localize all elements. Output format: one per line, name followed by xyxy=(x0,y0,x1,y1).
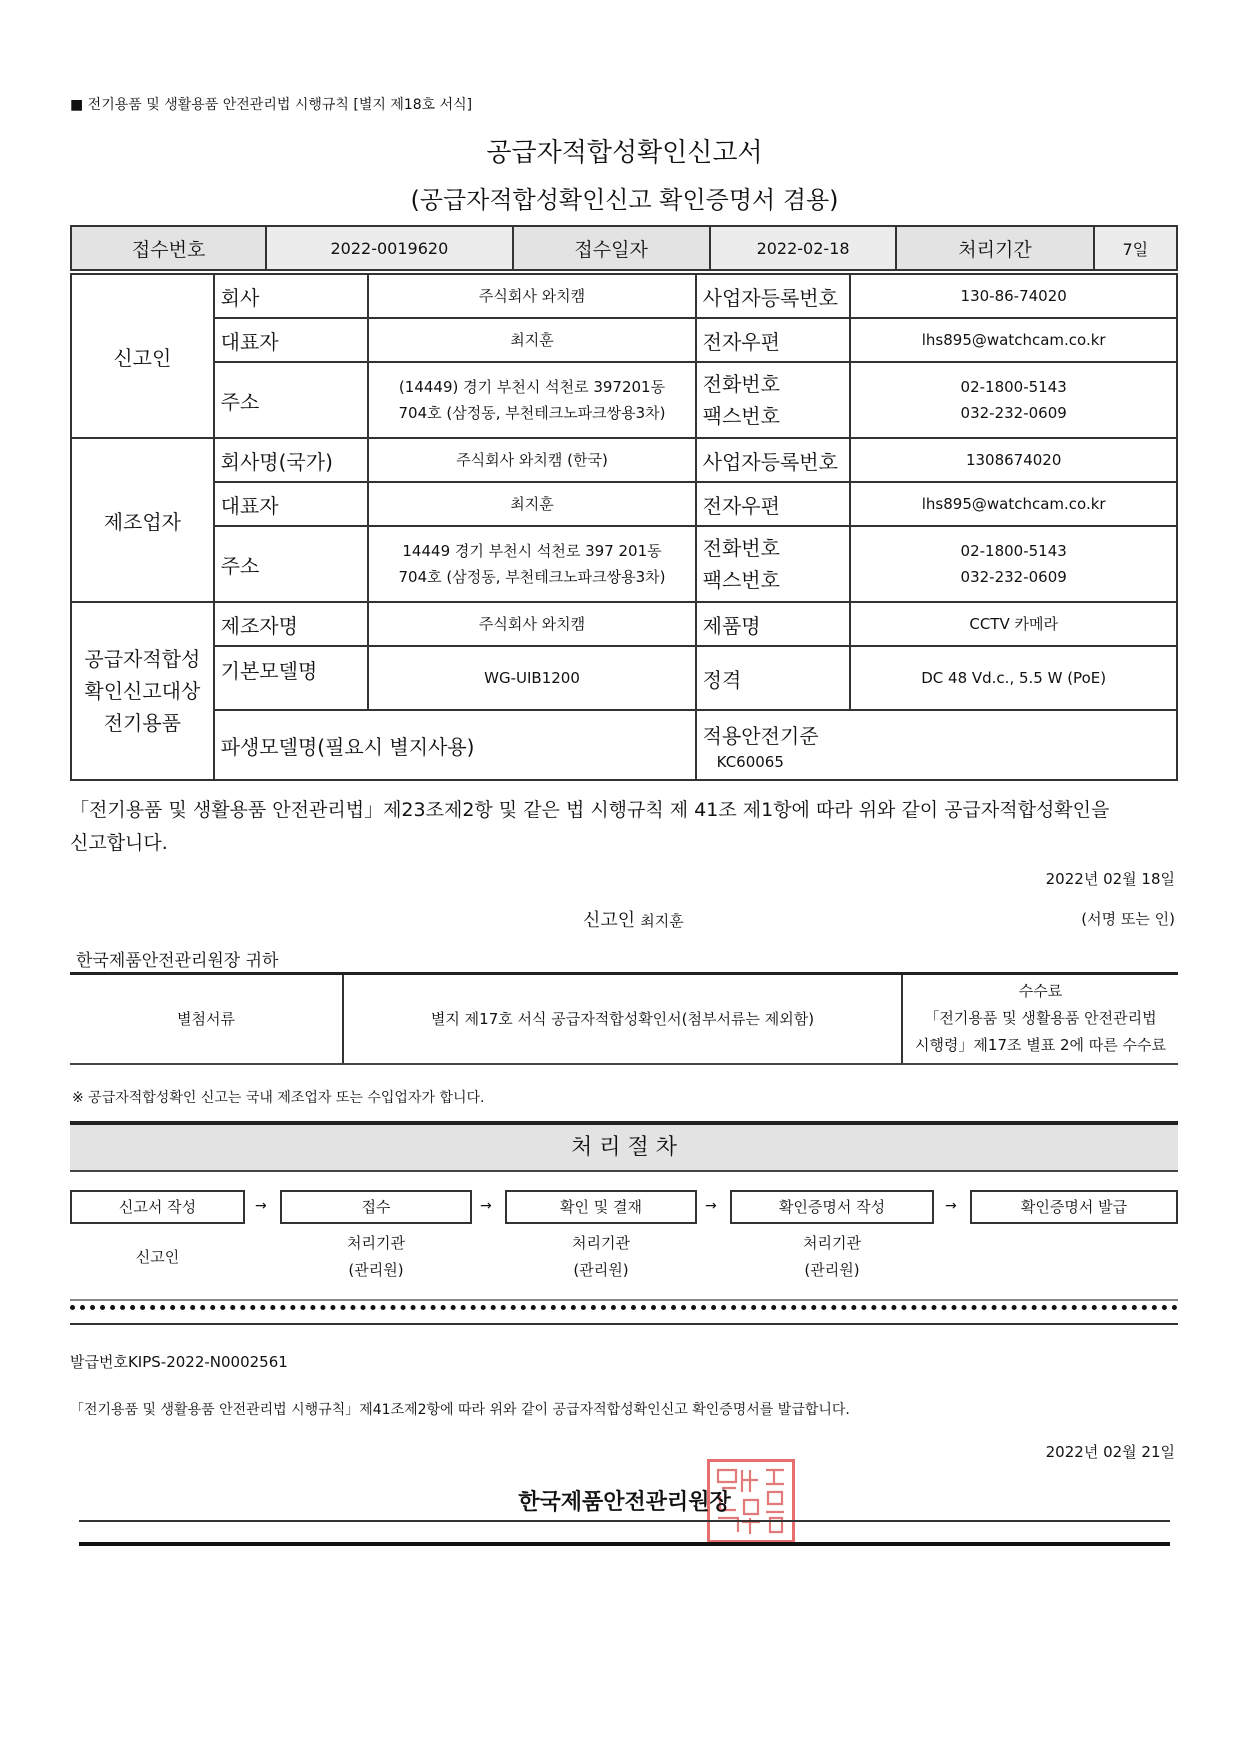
mfr-rep-label: 대표자 xyxy=(214,482,369,526)
actor-agency xyxy=(730,1230,934,1284)
receipt-no-value: 2022-0019620 xyxy=(266,226,512,270)
mfr-rep: 최지훈 xyxy=(368,482,695,526)
mfr-addr-line2: 704호 (삼정동, 부천테크노파크쌍용3차) xyxy=(398,568,666,586)
reporter-email-label: 전자우편 xyxy=(696,318,851,362)
step-receive: 접수 xyxy=(280,1190,472,1224)
arrow-icon: → xyxy=(255,1198,267,1214)
issue-statement: 「전기용품 및 생활용품 안전관리법 시행규칙」제41조제2항에 따라 위와 같이 공급자적합성확인신고 확인증명서를 발급합니다. xyxy=(70,1402,850,1418)
reporter-rep-label: 대표자 xyxy=(214,318,369,362)
mfr-address xyxy=(368,526,695,602)
maker-label: 제조자명 xyxy=(214,602,369,646)
actor-agency-sub: (관리원) xyxy=(573,1261,629,1279)
signer-label: 신고인 xyxy=(583,910,636,931)
receipt-no-label: 접수번호 xyxy=(71,226,266,270)
signer-line xyxy=(583,906,684,932)
reporter-addr-line1: (14449) 경기 부천시 석천로 397201동 xyxy=(398,378,666,396)
product-group-line3: 전기용품 xyxy=(103,711,181,735)
product-group-line2: 확인신고대상 xyxy=(84,679,201,703)
rating-label: 정격 xyxy=(696,646,851,710)
product-group-line1: 공급자적합성 xyxy=(84,647,201,671)
step-write: 신고서 작성 xyxy=(70,1190,245,1224)
divider xyxy=(70,1323,1178,1325)
divider xyxy=(79,1520,1170,1522)
actor-agency xyxy=(505,1230,697,1284)
reporter-address xyxy=(368,362,695,438)
page-title: 공급자적합성확인신고서 xyxy=(486,138,763,168)
fee-label: 수수료 xyxy=(1018,982,1063,1001)
mfr-tel: 02-1800-5143 xyxy=(960,542,1067,560)
model-value: WG-UIB1200 xyxy=(368,646,695,710)
arrow-icon: → xyxy=(945,1198,957,1214)
reporter-company: 주식회사 와치캠 xyxy=(368,274,695,318)
attach-label: 별첨서류 xyxy=(70,974,343,1064)
reporter-bizno-label: 사업자등록번호 xyxy=(696,274,851,318)
actor-agency xyxy=(280,1230,472,1284)
safety-standard-label: 적용안전기준 xyxy=(702,723,819,748)
actor-agency-sub: (관리원) xyxy=(348,1261,404,1279)
actor-agency-name: 처리기관 xyxy=(572,1234,630,1252)
statement-line2: 신고합니다. xyxy=(70,832,168,854)
receipt-date-value: 2022-02-18 xyxy=(710,226,897,270)
mfr-addr-label: 주소 xyxy=(214,526,369,602)
product-name: CCTV 카메라 xyxy=(850,602,1177,646)
divider xyxy=(79,1542,1170,1546)
actor-agency-sub: (관리원) xyxy=(804,1261,860,1279)
actor-agency-name: 처리기관 xyxy=(347,1234,405,1252)
reporter-fax-label: 팩스번호 xyxy=(702,404,780,428)
fee-line2: 시행령」제17조 별표 2에 따른 수수료 xyxy=(914,1036,1167,1055)
safety-standard-value: KC60065 xyxy=(716,752,784,771)
reporter-telfax-label xyxy=(696,362,851,438)
mfr-fax: 032-232-0609 xyxy=(960,568,1067,586)
dotted-divider xyxy=(70,1305,1178,1310)
addressee: 한국제품안전관리원장 귀하 xyxy=(76,951,279,971)
main-table xyxy=(70,273,1178,781)
attach-content: 별지 제17호 서식 공급자적합성확인서(첨부서류는 제외함) xyxy=(343,974,902,1064)
fee-cell xyxy=(902,974,1178,1064)
mfr-tel-label: 전화번호 xyxy=(702,536,780,560)
actor-agency-name: 처리기관 xyxy=(803,1234,861,1252)
attachment-table xyxy=(70,972,1178,1065)
safety-standard-cell xyxy=(696,710,1177,780)
notice: ※ 공급자적합성확인 신고는 국내 제조업자 또는 수입업자가 합니다. xyxy=(72,1090,485,1106)
manufacturer-group-label: 제조업자 xyxy=(71,438,214,602)
mfr-addr-line1: 14449 경기 부천시 석천로 397 201동 xyxy=(402,542,662,560)
statement-line1: 「전기용품 및 생활용품 안전관리법」제23조제2항 및 같은 법 시행규칙 제 41조 제1항에 따라 위와 같이 공급자적합성확인을 xyxy=(70,799,1110,821)
reporter-company-label: 회사 xyxy=(214,274,369,318)
mfr-telfax xyxy=(850,526,1177,602)
period-value: 7일 xyxy=(1094,226,1177,270)
sign-note: (서명 또는 인) xyxy=(1081,910,1175,928)
maker-value: 주식회사 와치캠 xyxy=(368,602,695,646)
divider xyxy=(70,1299,1178,1301)
issuer: 한국제품안전관리원장 xyxy=(518,1490,731,1515)
step-certificate-draft: 확인증명서 작성 xyxy=(730,1190,934,1224)
product-name-label: 제품명 xyxy=(696,602,851,646)
reporter-bizno: 130-86-74020 xyxy=(850,274,1177,318)
fee-line1: 「전기용품 및 생활용품 안전관리법 xyxy=(924,1009,1157,1028)
receipt-table xyxy=(70,225,1178,271)
procedure-title: 처 리 절 차 xyxy=(70,1121,1178,1172)
issue-number: 발급번호KIPS-2022-N0002561 xyxy=(70,1353,288,1371)
mfr-bizno: 1308674020 xyxy=(850,438,1177,482)
mfr-bizno-label: 사업자등록번호 xyxy=(696,438,851,482)
page-subtitle: (공급자적합성확인신고 확인증명서 겸용) xyxy=(410,186,839,214)
step-certificate-issue: 확인증명서 발급 xyxy=(970,1190,1178,1224)
period-label: 처리기간 xyxy=(896,226,1093,270)
mfr-company: 주식회사 와치캠 (한국) xyxy=(368,438,695,482)
receipt-date-label: 접수일자 xyxy=(513,226,710,270)
product-group-label xyxy=(71,602,214,780)
reporter-fax: 032-232-0609 xyxy=(960,404,1067,422)
step-approve: 확인 및 결재 xyxy=(505,1190,697,1224)
reporter-telfax xyxy=(850,362,1177,438)
reporter-rep: 최지훈 xyxy=(368,318,695,362)
reporter-email: lhs895@watchcam.co.kr xyxy=(850,318,1177,362)
issue-date: 2022년 02월 21일 xyxy=(1045,1443,1175,1461)
reporter-addr-label: 주소 xyxy=(214,362,369,438)
arrow-icon: → xyxy=(705,1198,717,1214)
reporter-tel-label: 전화번호 xyxy=(702,372,780,396)
model-label: 기본모델명 xyxy=(214,646,369,710)
signer-name: 최지훈 xyxy=(640,912,684,930)
mfr-telfax-label xyxy=(696,526,851,602)
reporter-addr-line2: 704호 (삼정동, 부천테크노파크쌍용3차) xyxy=(398,404,666,422)
mfr-fax-label: 팩스번호 xyxy=(702,568,780,592)
arrow-icon: → xyxy=(480,1198,492,1214)
actor-reporter: 신고인 xyxy=(135,1248,180,1266)
derived-model-label: 파생모델명(필요시 별지사용) xyxy=(214,710,696,780)
mfr-email: lhs895@watchcam.co.kr xyxy=(850,482,1177,526)
mfr-email-label: 전자우편 xyxy=(696,482,851,526)
report-date: 2022년 02월 18일 xyxy=(1045,870,1175,888)
form-reference: ■ 전기용품 및 생활용품 안전관리법 시행규칙 [별지 제18호 서식] xyxy=(70,97,473,113)
reporter-group-label: 신고인 xyxy=(71,274,214,438)
rating-value: DC 48 Vd.c., 5.5 W (PoE) xyxy=(850,646,1177,710)
mfr-company-label: 회사명(국가) xyxy=(214,438,369,482)
reporter-tel: 02-1800-5143 xyxy=(960,378,1067,396)
